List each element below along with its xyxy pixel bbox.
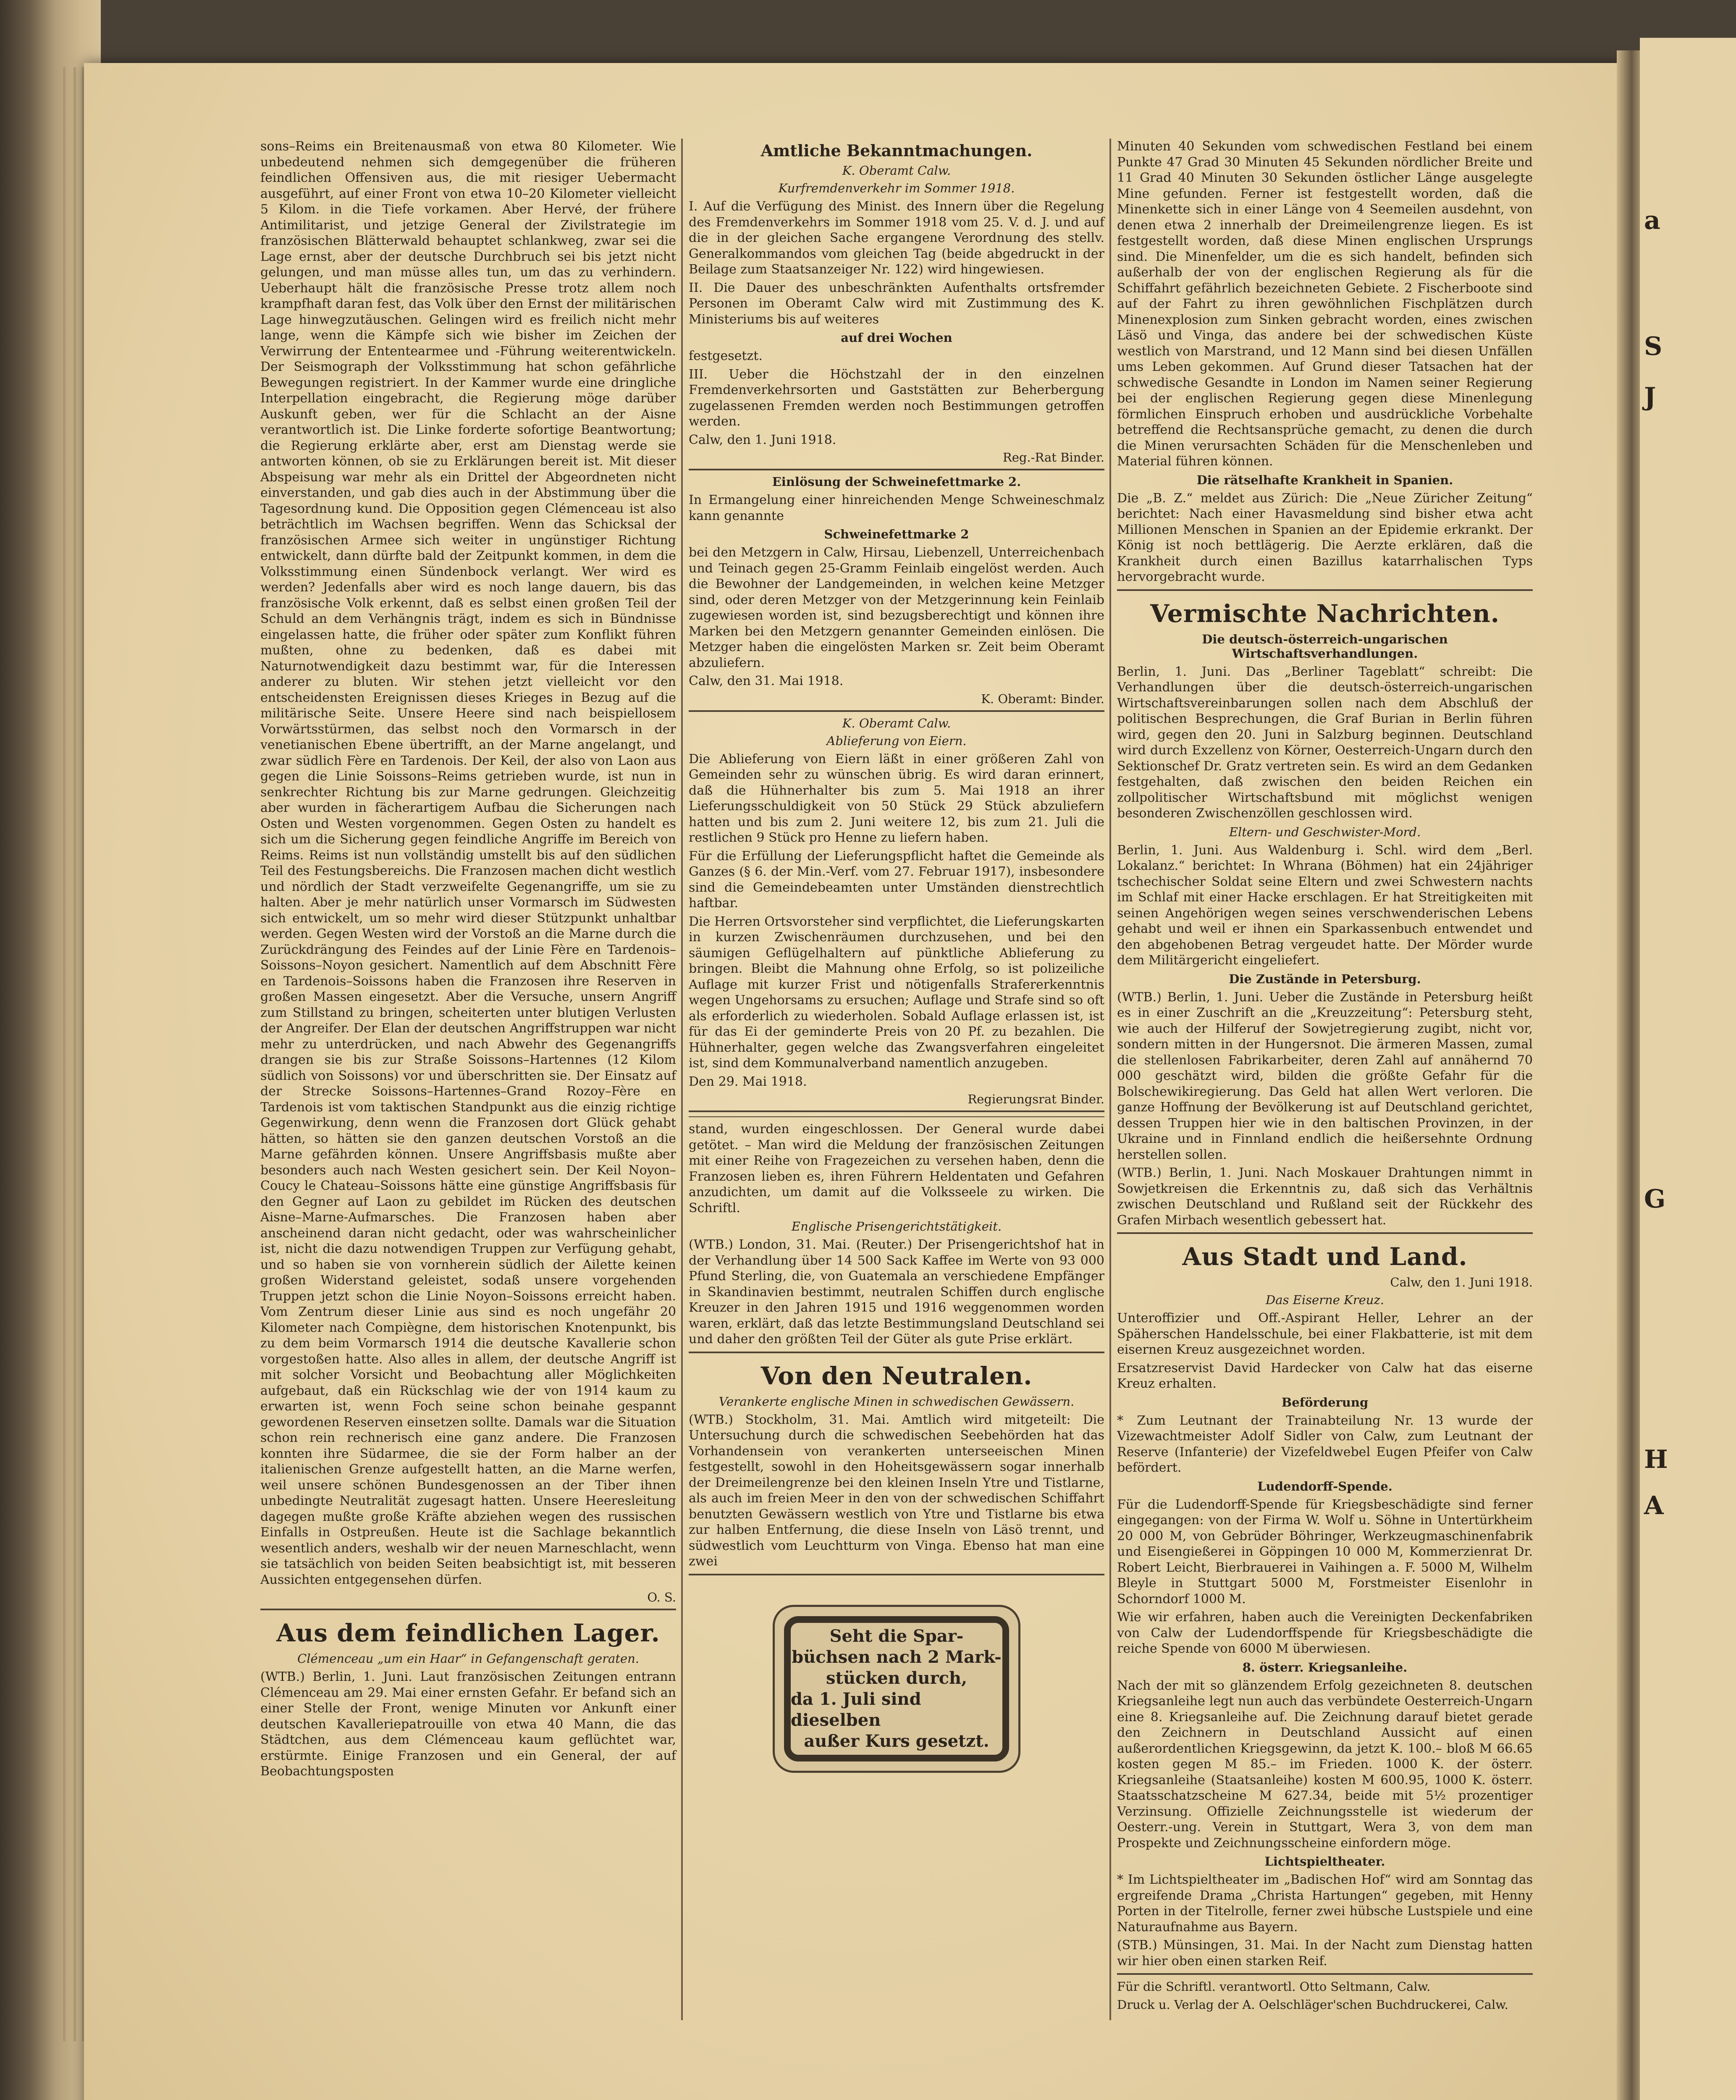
notice-text: II. Die Dauer des unbeschränkten Aufenthalts ortsfremder Personen im Oberamt Calw wird mit Zustimmung des K. Ministeriums bis auf weiteres (689, 280, 1104, 327)
notice-signature: Reg.-Rat Binder. (1002, 450, 1104, 465)
notice-authority: K. Oberamt Calw. (842, 163, 951, 178)
notice-subtitle: Einlösung der Schweinefettmarke 2. (772, 475, 1021, 489)
facing-page-fragment: H (1644, 1445, 1668, 1474)
section-title-neutralen: Von den Neutralen. (760, 1361, 1033, 1390)
section-rule (1117, 589, 1533, 591)
section-rule (689, 1110, 1104, 1112)
column-rule (681, 139, 683, 2020)
ad-line: Seht die Spar- (829, 1626, 964, 1646)
imprint-publisher: Druck u. Verlag der A. Oelschläger'schen Buchdruckerei, Calw. (1117, 1998, 1508, 2012)
article-subtitle: Verankerte englische Minen in schwedischen Gewässern. (719, 1394, 1075, 1409)
section-rule (689, 710, 1104, 712)
article-text: Berlin, 1. Juni. Das „Berliner Tageblatt“ schreibt: Die Verhandlungen über die deutsch-österreich-ungarischen Wirtschaftsvereinbarungen sollen nach dem Abschluß der politischen Besprechungen, die Graf Burian in Berlin führen wird, gegen den 20. Juni in Salzburg beginnen. Deutschland wird durch Exzellenz von Körner, Oesterreich-Ungarn durch den Sektionschef Dr. Gratz vertreten sein. Es wird an dem Gedanken festgehalten, daß zwischen den beiden Reichen ein zollpolitischer Wirtschaftsbund mit möglichst wenigen besonderen Zwischenzöllen geschlossen wird. (1117, 664, 1533, 821)
facing-page (1640, 38, 1736, 2100)
section-rule (689, 1574, 1104, 1575)
article-subtitle: Ludendorff-Spende. (1257, 1479, 1392, 1494)
notice-text: festgesetzt. (689, 349, 763, 363)
article-subtitle: Eltern- und Geschwister-Mord. (1229, 824, 1421, 839)
article-text: Ersatzreservist David Hardecker von Calw hat das eiserne Kreuz erhalten. (1117, 1360, 1533, 1391)
advertisement-box (773, 1605, 1020, 1773)
facing-page-fragment: J (1644, 382, 1656, 412)
notice-subtitle: Ablieferung von Eiern. (826, 733, 967, 748)
article-subtitle: Die deutsch-österreich-ungarischen Wirtschaftsverhandlungen. (1202, 632, 1448, 661)
article-text: (WTB.) London, 31. Mai. (Reuter.) Der Prisengerichtshof hat in der Verhandlung über 14 500 Sack Kaffee im Werte von 93 000 Pfund Sterling, die, von Guatemala an verschiedene Empfänger in Skandinavien bestimmt, neutralen Schiffen durch englische Kreuzer in den Jahren 1915 und 1916 weggenommen worden waren, erklärt, daß das letzte Bestimmungsland Deutschland sei und daher den größten Teil der Güter als gute Prise erklärt. (689, 1237, 1104, 1347)
notice-text: III. Ueber die Höchstzahl der in den einzelnen Fremdenverkehrsorten und Gaststätten zur Beherbergung zugelassenen Fremden werden noch Bestimmungen getroffen werden. (689, 367, 1104, 429)
article-subtitle: Beförderung (1281, 1395, 1369, 1410)
column-rule (1109, 139, 1111, 2020)
article-text: Die „B. Z.“ meldet aus Zürich: Die „Neue Züricher Zeitung“ berichtet: Nach einer Havasmeldung sind bisher etwa acht Millionen Menschen in Spanien an der Epidemie erkrankt. Der König ist noch bettlägerig. Die Aerzte erklären, daß die Krankheit durch einen Bazillus katarrhalischen Typs hervorgebracht wurde. (1117, 491, 1533, 584)
page-edge (63, 67, 66, 2041)
advertisement-frame (784, 1616, 1009, 1761)
notice-signature: K. Oberamt: Binder. (981, 691, 1104, 706)
section-rule (689, 1116, 1104, 1117)
article-text: (STB.) Münsingen, 31. Mai. In der Nacht zum Dienstag hatten wir hier oben einen starken Reif. (1117, 1938, 1533, 1969)
column-1 (260, 139, 676, 1782)
section-rule (1117, 1232, 1533, 1234)
article-text: * Im Lichtspieltheater im „Badischen Hof“ wird am Sonntag das ergreifende Drama „Christa Hartungen“ gegeben, mit Henny Porten in der Titelrolle, ferner zwei hübsche Lustspiele und eine Naturaufnahme aus Bayern. (1117, 1872, 1533, 1935)
column-2 (689, 139, 1104, 1773)
author-signature: O. S. (647, 1590, 676, 1604)
section-title-stadt-und-land: Aus Stadt und Land. (1182, 1242, 1468, 1271)
ad-line: außer Kurs gesetzt. (804, 1731, 989, 1751)
section-rule (260, 1609, 676, 1610)
article-subtitle: Englische Prisengerichtstätigkeit. (791, 1219, 1002, 1234)
article-text: Für die Ludendorff-Spende für Kriegsbeschädigte sind ferner eingegangen: von der Firma W. Wolf u. Söhne in Untertürkheim 20 000 M, von Gebrüder Böhringer, Werkzeugmaschinenfabrik und Eisengießerei in Göppingen 10 000 M, Kommerzienrat Dr. Robert Leicht, Bierbrauerei in Vaihingen a. F. 5000 M, Wilhelm Bleyle in Stuttgart 5000 M, Forstmeister Eisenlohr in Schorndorf 1000 M. (1117, 1497, 1533, 1606)
column-3 (1117, 139, 1533, 2013)
article-text: Wie wir erfahren, haben auch die Vereinigten Deckenfabriken von Calw der Ludendorffspende für Kriegsbeschädigte die reiche Spende von 6000 M überwiesen. (1117, 1610, 1533, 1656)
notice-authority: K. Oberamt Calw. (842, 716, 951, 730)
section-rule (689, 469, 1104, 470)
imprint-editor: Für die Schriftl. verantwortl. Otto Seltmann, Calw. (1117, 1979, 1431, 1994)
dateline: Calw, den 1. Juni 1918. (1390, 1275, 1533, 1289)
article-text: (WTB.) Stockholm, 31. Mai. Amtlich wird mitgeteilt: Die Untersuchung durch die schwedischen Seebehörden hat das Vorhandensein von verankerten unterseeischen Minen festgestellt, sowohl in den Hoheitsgewässern sogar innerhalb der Dreimeilengrenze bei den kleinen Inseln Ytre und Tistlarne, als auch im freien Meer in den von der schwedischen Schiffahrt benutzten Gewässern westlich von Ytre und Tistlarne bis etwa zur halben Entfernung, die diese Inseln von Läsö trennt, und südwestlich vom Leuchtturm von Vinga. Ebenso hat man eine zwei (689, 1412, 1104, 1569)
article-text: Unteroffizier und Off.-Aspirant Heller, Lehrer an der Späherschen Handelsschule, bei einer Flakbatterie, ist mit dem eisernen Kreuz ausgezeichnet worden. (1117, 1311, 1533, 1357)
notice-date: Den 29. Mai 1918. (689, 1074, 807, 1089)
article-continuation: stand, wurden eingeschlossen. Der General wurde dabei getötet. – Man wird die Meldung der französischen Zeitungen mit einer Reihe von Fragezeichen zu versehen haben, denn die Franzosen lieben es, ihren Führern Heldentaten und Gefahren anzudichten, um damit auf die Volksseele zu wirken. Die Schriftl. (689, 1122, 1104, 1215)
article-text: (WTB.) Berlin, 1. Juni. Nach Moskauer Drahtungen nimmt in Sowjetkreisen die Erkenntnis zu, daß sich das Verhältnis zwischen Deutschland und Rußland seit der Rückkehr des Grafen Mirbach wesentlich gebessert hat. (1117, 1166, 1533, 1228)
ad-line: büchsen nach 2 Mark- (792, 1647, 1002, 1667)
notice-text: bei den Metzgern in Calw, Hirsau, Liebenzell, Unterreichenbach und Teinach gegen 25-Gramm Feinlaib eingelöst werden. Auch die Bewohner der Landgemeinden, in welchen keine Metzger sind, oder deren Metzger von der Metzgerinnung kein Feinlaib zugewiesen worden ist, sind bezugsberechtigt und können ihre Marken bei den Metzgern genannter Gemeinden einlösen. Die Metzger haben die eingelösten Marken sr. Zeit beim Oberamt abzuliefern. (689, 545, 1104, 670)
notice-text: I. Auf die Verfügung des Minist. des Innern über die Regelung des Fremdenverkehrs im Sommer 1918 vom 25. V. d. J. und auf die in der gleichen Sache ergangene Verordnung des stellv. Generalkommandos vom gleichen Tag (beide abgedruckt in der Beilage zum Staatsanzeiger Nr. 122) wird hingewiesen. (689, 199, 1104, 277)
facing-page-fragment: a (1644, 206, 1660, 235)
notice-date: Calw, den 31. Mai 1918. (689, 674, 844, 688)
article-text: (WTB.) Berlin, 1. Juni. Ueber die Zustände in Petersburg heißt es in einer Zuschrift an die „Kreuzzeitung“: Petersburg steht, wie auch der Hilferuf der Sowjetregierung zugibt, nicht vor, sondern mitten in der Hungersnot. Die ärmeren Massen, zumal die stellenlosen Fabrikarbeiter, deren Zahl auf annähernd 70 000 geschätzt wird, bilden die größte Gefahr für die Bolschewikiregierung. Das Geld hat allen Wert verloren. Die ganze Hoffnung der Bevölkerung ist auf Deutschland gerichtet, dessen Truppen hier wie in den baltischen Provinzen, in der Ukraine und in Finnland endlich die heißersehnte Ordnung herstellen sollen. (1117, 990, 1533, 1162)
facing-page-fragment: S (1644, 332, 1663, 361)
facing-page-fragment: G (1644, 1184, 1666, 1214)
facing-page-fragment: A (1644, 1491, 1664, 1520)
notice-signature: Regierungsrat Binder. (968, 1092, 1104, 1106)
ad-line: da 1. Juli sind dieselben (791, 1689, 921, 1730)
notice-text: Für die Erfüllung der Lieferungspflicht haftet die Gemeinde als Ganzes (§ 6. der Min.-Verf. vom 27. Februar 1917), insbesondere sind die Gemeindebeamten unter Umständen dienstrechtlich haftbar. (689, 848, 1104, 911)
article-text: * Zum Leutnant der Trainabteilung Nr. 13 wurde der Vizewachtmeister Adolf Sidler von Calw, zum Leutnant der Reserve (Infanterie) der Vizefeldwebel Eugen Pfeifer von Calw befördert. (1117, 1413, 1533, 1475)
notice-text: In Ermangelung einer hinreichenden Menge Schweineschmalz kann genannte (689, 493, 1104, 523)
section-rule (689, 1352, 1104, 1353)
ad-line: stücken durch, (826, 1668, 968, 1688)
article-text: (WTB.) Berlin, 1. Juni. Laut französischen Zeitungen entrann Clémenceau am 29. Mai einer ernsten Gefahr. Er befand sich an einer Stelle der Front, wenige Minuten vor Ankunft einer deutschen Kavalleriepatrouille von etwa 40 Mann, die das Städtchen, aus dem Clémenceau kaum geflüchtet war, erstürmte. Einige Franzosen und ein General, der auf Beobachtungsposten (260, 1670, 676, 1779)
section-title-amtliche: Amtliche Bekanntmachungen. (760, 141, 1033, 160)
notice-text: Die Herren Ortsvorsteher sind verpflichtet, die Lieferungskarten in kurzen Zwischenräumen durchzusehen, und bei den säumigen Geflügelhaltern auf pünktliche Ablieferung zu bringen. Bleibt die Mahnung ohne Erfolg, so ist polizeiliche Auflage mit kurzer Frist und nötigenfalls Strafererkenntnis wegen Ungehorsams zu ersuchen; Auflage und Strafe sind so oft als erforderlich zu wiederholen. Sobald Auflage erlassen ist, ist für das Ei der geminderte Preis von 20 Pf. zu bezahlen. Die Hühnerhalter, gegen welche das Zwangsverfahren eingeleitet ist, sind dem Kommunalverband namentlich anzugeben. (689, 914, 1104, 1071)
article-text: Berlin, 1. Juni. Aus Waldenburg i. Schl. wird dem „Berl. Lokalanz.“ berichtet: In Whrana (Böhmen) hat ein 24jähriger tschechischer Soldat seine Eltern und zwei Schwestern nachts im Schlaf mit einer Hacke erschlagen. Er hat Streitigkeiten mit seinen Angehörigen wegen seines verschwenderischen Lebens gehabt und weil er ihnen ein Sparkassenbuch entwendet und den abgehobenen Betrag vergeudet hatte. Der Mörder wurde dem Militärgericht eingeliefert. (1117, 843, 1533, 968)
article-subtitle: Die rätselhafte Krankheit in Spanien. (1196, 472, 1453, 487)
article-subtitle: Clémenceau „um ein Haar“ in Gefangenschaft geraten. (297, 1651, 639, 1666)
article-subtitle: Lichtspieltheater. (1264, 1854, 1385, 1869)
section-title-vermischte: Vermischte Nachrichten. (1150, 599, 1500, 628)
article-text: Nach der mit so glänzendem Erfolg gezeichneten 8. deutschen Kriegsanleihe legt nun auch das verbündete Oesterreich-Ungarn eine 8. Kriegsanleihe auf. Die Zeichnung darauf bietet gerade den Zeichnern in Deutschland Aussicht auf einen außerordentlichen Kriegsgewinn, da jetzt K. 100.– bloß M 66.65 kosten gegen M 85.– im Frieden. 1000 K. der österr. Kriegsanleihe (Staatsanleihe) kosten M 600.95, 1000 K. österr. Staatsschatzscheine M 627.34, beide mit 5½ prozentiger Verzinsung. Offizielle Zeichnungsstelle ist wiederum der Oesterr.-ung. Verein in Stuttgart, Wera 3, von dem man Prospekte und Zeichnungsscheine einfordern möge. (1117, 1678, 1533, 1851)
notice-emphasis: auf drei Wochen (841, 331, 952, 345)
notice-text: Die Ablieferung von Eiern läßt in einer größeren Zahl von Gemeinden sehr zu wünschen übrig. Es wird daran erinnert, daß die Hühnerhalter bis zum 5. Mai 1918 an ihrer Lieferungsschuldigkeit von 50 Stück 29 Stück abzuliefern hatten und bis zum 2. Juni weitere 12, bis zum 21. Juli die restlichen 9 Stück pro Henne zu liefern haben. (689, 751, 1104, 845)
page-edge (73, 67, 76, 2041)
section-rule (1117, 1973, 1533, 1975)
article-subtitle: Das Eiserne Kreuz. (1266, 1293, 1384, 1307)
notice-emphasis: Schweinefettmarke 2 (824, 527, 969, 541)
notice-subtitle: Kurfremdenverkehr im Sommer 1918. (778, 181, 1015, 195)
article-subtitle: 8. österr. Kriegsanleihe. (1242, 1660, 1408, 1675)
war-commentary-text: sons–Reims ein Breitenausmaß von etwa 80 Kilometer. Wie unbedeutend nehmen sich demgegenüber die früheren feindlichen Offensiven aus, die mit riesiger Uebermacht ausgeführt, auf einer Front von etwa 10–20 Kilometer vielleicht 5 Kilom. in die Tiefe vorkamen. Aber Hervé, der frühere Antimilitarist, und jetzige General der Zivilstrategie im französischen Blätterwald behauptet schlankweg, zwar sei die Lage ernst, aber der deutsche Durchbruch sei bis jetzt nicht gelungen, und man müsse alles tun, um das zu verhindern. Ueberhaupt hält die französische Presse trotz allem noch krampfhaft daran fest, das Volk über den Ernst der militärischen Lage hinwegzutäuschen. Gelingen wird es freilich nicht mehr lange, wenn die Kämpfe sich wie bisher im Zeichen der Verwirrung der Ententearmee und -Führung weiterentwickeln. Der Seismograph der Volksstimmung hat schon gefährliche Bewegungen registriert. In der Kammer wurde eine dringliche Interpellation eingebracht, die Regierung möge darüber Auskunft geben, wer für die Schlacht an der Aisne verantwortlich ist. Die Linke forderte sofortige Beantwortung; die Regierung erklärte aber, erst am Dienstag werde sie antworten können, ob sie zu Erklärungen bereit ist. Mit dieser Abspeisung war mehr als ein Drittel der Abgeordneten nicht einverstanden, und gab dies auch in der Abstimmung über die Tagesordnung kund. Die Opposition gegen Clémenceau ist also beträchtlich im Wachsen begriffen. Wenn das Schicksal der französischen Armee sich weiter in ungünstiger Richtung entwickelt, dann dürfte bald der Zeitpunkt kommen, in dem die Volksstimmung einen Sündenbock verlangt. Wer wird es werden? Jedenfalls aber wird es noch lange dauern, bis das französische Volk erkennt, daß es selbst einen großen Teil der Schuld an dem Verhängnis trägt, indem es sich in Bündnisse eingelassen hatte, die früher oder später zum Konflikt führen mußten, ohne zu bedenken, daß es dabei mit Naturnotwendigkeit dazu bestimmt war, für die Interessen anderer zu bluten. Wir stehen jetzt vielleicht vor den entscheidensten Ereignissen dieses Krieges in Bezug auf die militärische Seite. Unsere Heere sind nach beispiellosem Vorwärtsstürmen, das selbst noch den Vormarsch in der venetianischen Ebene übertrifft, an der Marne angelangt, und zwar südlich Fère en Tardenois. Der Keil, der also von Laon aus gegen die Linie Soissons–Reims getrieben wurde, ist nun in senkrechter Richtung bis zur Marne gedrungen. Gleichzeitig aber wurden in fächerartigem Aufbau die Sicherungen nach Osten und Westen vorgenommen. Gegen Osten zu handelt es sich um die Sicherung gegen feindliche Angriffe im Bereich von Reims. Reims ist nun vollständig umstellt bis auf den südlichen Teil des Festungsbereichs. Die Franzosen machen dicht westlich und nördlich der Stadt verzweifelte Gegenangriffe, um sie zu halten. Aber je mehr natürlich unser Vormarsch im Südwesten sich entwickelt, um so mehr wird dieser Stützpunkt unhaltbar werden. Gegen Westen wird der Vorstoß an die Marne durch die Zurückdrängung des Feindes auf der Linie Fère en Tardenois–Soissons–Noyon gesichert. Namentlich auf dem Abschnitt Fère en Tardenois–Soissons haben die Franzosen ihre Reserven in großen Massen eingesetzt. Aber die Versuche, unsern Angriff zum Stillstand zu bringen, scheiterten unter blutigen Verlusten der Angreifer. Der Elan der deutschen Angriffstruppen war nicht mehr zu unterdrücken, und nach Abwehr des Gegenangriffs drangen sie bis zur Straße Soissons–Hartennes (12 Kilom südlich von Soissons) vor und überschritten sie. Der Einsatz auf der Strecke Soissons–Hartennes–Grand Rozoy–Fère en Tardenois ist vom taktischen Standpunkt aus die einzig richtige Gegenwirkung, denn wenn die Franzosen dort Glück gehabt hätten, so hätten sie den ganzen deutschen Vorstoß an die Marne gefährden können. Unsere Angriffsbasis mußte aber besonders auch nach Westen gesichert sein. Der Keil Noyon–Coucy le Chateau–Soissons hätte eine günstige Angriffsbasis für den Gegner auf Laon zu gebildet im Rücken des deutschen Aisne–Marne-Aufmarsches. Die Franzosen haben aber anscheinend daran nicht gedacht, oder was wahrscheinlicher ist, nicht die dazu notwendigen Truppen zur Verfügung gehabt, und so haben sie von vornherein südlich der Ailette keinen großen Widerstand geleistet, sodaß unsere vorgehenden Truppen jetzt schon die Linie Noyon–Soissons erreicht haben. Vom Zentrum dieser Linie aus sind es noch ungefähr 20 Kilometer nach Compiègne, dem historischen Knotenpunkt, bis zu dem beim Vormarsch 1914 die deutsche Kavallerie schon vorgestoßen hatte. Also alles in allem, der deutsche Angriff ist mit solcher Vorsicht und Beobachtung aller Möglichkeiten aufgebaut, daß ein Rückschlag wie der von 1914 kaum zu erwarten ist, wenn Foch seine schon beinahe gespannt gewordenen Reserven einsetzen sollte. Damals war die Situation schon rein rechnerisch eine ganz andere. Die Franzosen konnten ihre Südarmee, die sie der Form halber an der italienischen Grenze aufgestellt hatten, an die Marne werfen, weil unsere schönen Bundesgenossen an der Tiber ihnen unbedingte Neutralität zugesagt hatten. Unsere Heeresleitung dagegen mußte große Kräfte abziehen wegen des russischen Einfalls in Ostpreußen. Heute ist die Sachlage bekanntlich wesentlich anders, weshalb wir der neuen Marneschlacht, wenn sie tatsächlich von beiden Seiten beabsichtigt ist, mit besseren Aussichten entgegensehen dürfen. (260, 139, 676, 1587)
article-subtitle: Die Zustände in Petersburg. (1229, 971, 1421, 986)
notice-date: Calw, den 1. Juni 1918. (689, 432, 837, 447)
article-continuation: Minuten 40 Sekunden vom schwedischen Festland bei einem Punkte 47 Grad 30 Minuten 45 Sekunden nördlicher Breite und 11 Grad 40 Minuten 30 Sekunden östlicher Länge ausgelegte Mine gefunden. Ferner ist festgestellt worden, daß die Minenkette sich in einer Länge von 4 Seemeilen ausdehnt, von denen etwa 2 innerhalb der Dreimeilengrenze liegen. Es ist festgestellt worden, daß diese Minen englischen Ursprungs sind. Die Minenfelder, um die es sich handelt, befinden sich außerhalb der von der englischen Regierung als für die Schiffahrt gefährlich bezeichneten Gebiete. 2 Fischerboote sind auf der Fahrt zu ihren gewöhnlichen Fischplätzen durch Minenexplosion zum Sinken gebracht worden, eines zwischen Läsö und Vinga, das andere bei der schwedischen Küste westlich von Marstrand, und 12 Mann sind bei diesen Unfällen ums Leben gekommen. Auf Grund dieser Tatsachen hat der schwedische Gesandte in London im Namen seiner Regierung bei der englischen Regierung gegen diese Minenlegung förmlichen Einspruch erhoben und ausdrückliche Vorbehalte betreffend die Rechtsansprüche gemacht, zu denen die durch die Minen verursachten Schäden für die Menschenleben und Material führen können. (1117, 139, 1533, 469)
section-title-feindlichen-lager: Aus dem feindlichen Lager. (276, 1619, 660, 1647)
